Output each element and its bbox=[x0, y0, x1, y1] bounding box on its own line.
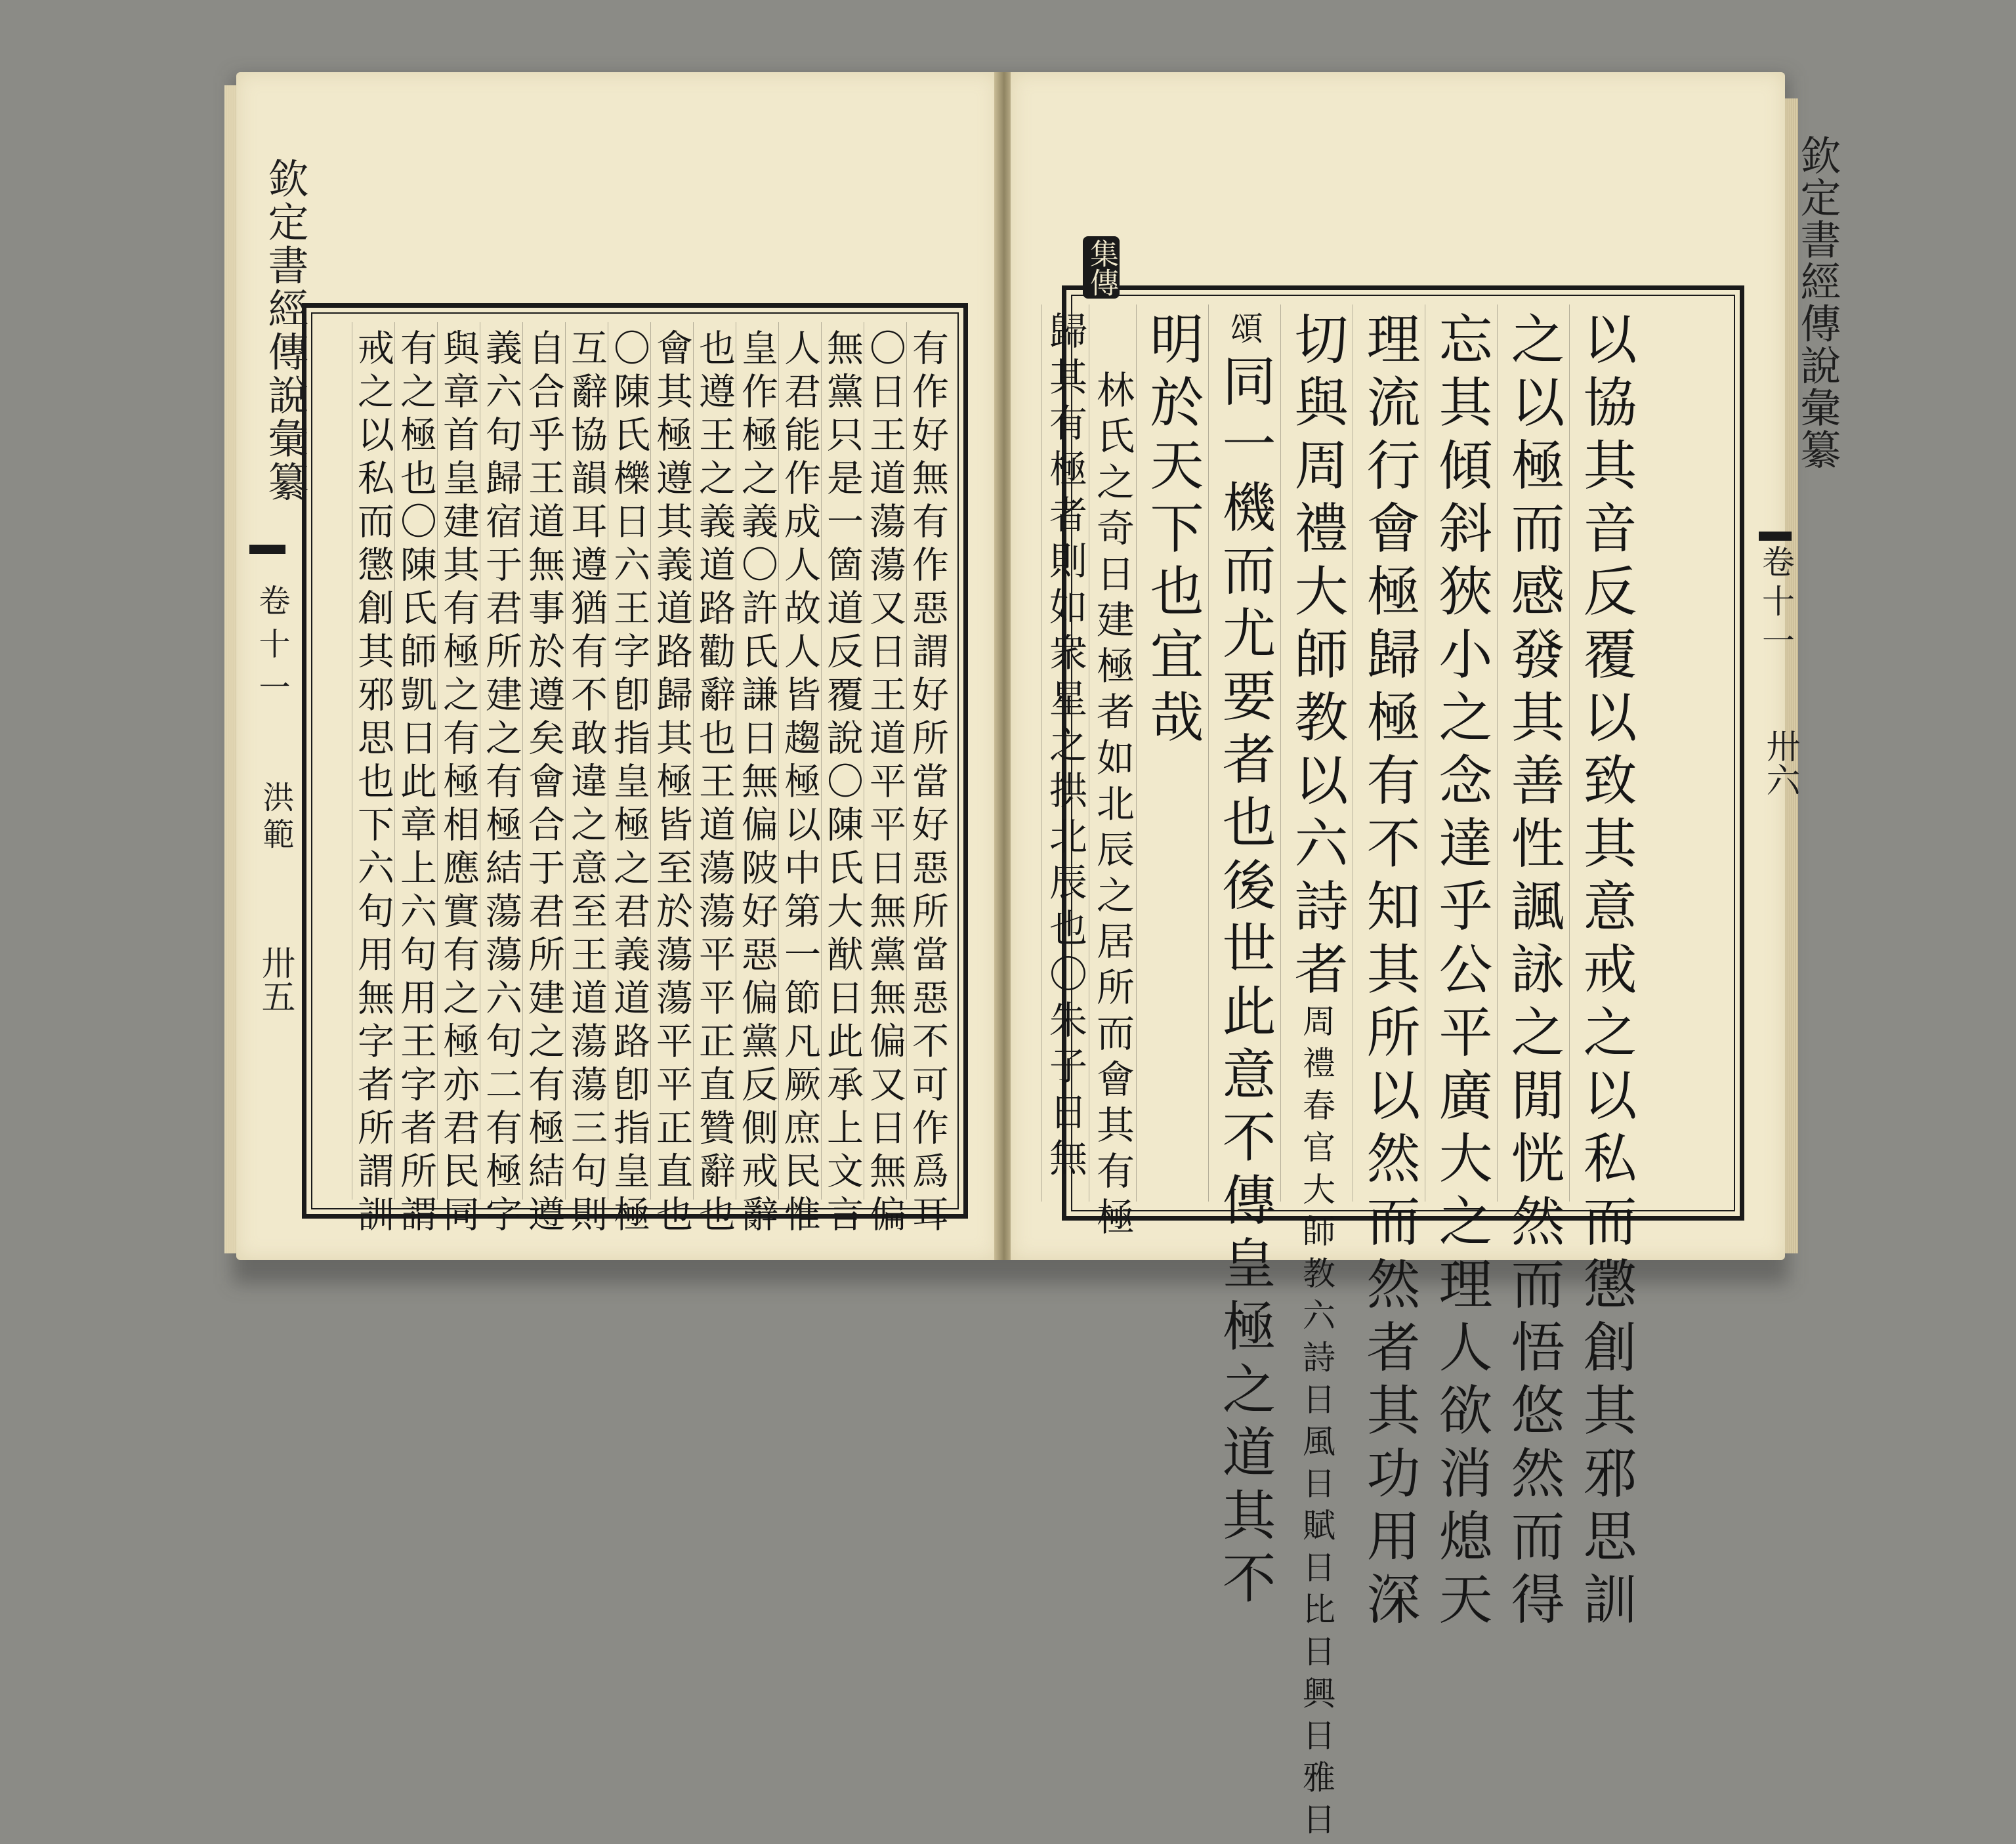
left-column-2: 〇日王道蕩蕩又日王道平平日無黨無偏又日無偏 bbox=[864, 322, 906, 1200]
left-margin-page-number: 卅五 bbox=[255, 945, 295, 1013]
right-text-block bbox=[1043, 285, 1744, 1844]
right-column-5-note: 周禮春官大師教六詩日風日賦日比日興日雅日 bbox=[1297, 1004, 1335, 1844]
jizhuan-tag: 集傳 bbox=[1083, 236, 1120, 299]
left-column-4: 人君能作成人故人皆趨極以中第一節凡厥庶民惟 bbox=[778, 322, 821, 1200]
right-column-5-main: 切與周禮大師教以六詩者 bbox=[1286, 311, 1348, 1004]
right-column-6-main: 同一機而尤要者也後世此意不傳皇極之道其不 bbox=[1213, 353, 1276, 1613]
right-column-5 bbox=[1280, 304, 1353, 1844]
left-column-6: 也遵王之義道路勸辭也王道蕩蕩平平正直贊辭也 bbox=[693, 322, 736, 1200]
right-column-7: 明於天下也宜哉 bbox=[1136, 304, 1208, 1202]
left-text-block bbox=[302, 303, 968, 1238]
left-column-3: 無黨只是一箇道反覆說〇陳氏大猷日此承上文言 bbox=[821, 322, 864, 1200]
right-column-2: 之以極而感發其善性諷詠之閒恍然而悟悠然而得 bbox=[1497, 304, 1569, 1202]
left-column-7: 會其極遵其義道路歸其極皆至於蕩蕩平平正直也 bbox=[650, 322, 693, 1200]
left-column-1: 有作好無有作惡謂好所當好惡所當惡不可作爲耳 bbox=[906, 322, 949, 1200]
open-book bbox=[236, 72, 1841, 1844]
left-column-10: 自合乎王道無事於遵矣會合于君所建之有極結遵 bbox=[522, 322, 565, 1200]
right-column-4: 理流行會極歸極有不知其所以然而然者其功用深 bbox=[1353, 304, 1425, 1202]
left-column-11: 義六句歸宿于君所建之有極結蕩蕩六句二有極字 bbox=[480, 322, 522, 1200]
left-column-8: 〇陳氏櫟日六王字卽指皇極之君義道路卽指皇極 bbox=[608, 322, 650, 1200]
right-column-1: 以協其音反覆以致其意戒之以私而懲創其邪思訓 bbox=[1569, 304, 1641, 1202]
right-margin-title: 欽定書經傳說彙纂 bbox=[1794, 135, 1841, 471]
left-column-12: 與章首皇建其有極之有極相應實有之極亦君民同 bbox=[437, 322, 480, 1200]
right-column-6 bbox=[1208, 304, 1280, 1613]
left-margin-title: 欽定書經傳說彙纂 bbox=[261, 157, 309, 504]
left-column-9: 互辭協韻耳遵猶有不敢違之意至王道蕩蕩三句則 bbox=[565, 322, 608, 1200]
left-text-columns bbox=[352, 322, 949, 1238]
right-margin-volume: 卷十一 bbox=[1757, 545, 1795, 663]
right-small-column-2: 歸其有極者則如衆星之拱北辰也〇朱子日無 bbox=[1041, 304, 1089, 1202]
right-column-3: 忘其傾斜狹小之念達乎公平廣大之理人欲消熄天 bbox=[1425, 304, 1497, 1202]
left-fish-tail bbox=[249, 545, 285, 554]
left-margin-volume: 卷十一 bbox=[253, 584, 290, 714]
left-page bbox=[236, 72, 998, 1260]
right-small-column-1: 林氏之奇日建極者如北辰之居所而會其有極 bbox=[1089, 304, 1136, 1202]
right-margin-page-number: 卅六 bbox=[1760, 728, 1799, 797]
right-fish-tail bbox=[1759, 532, 1792, 541]
left-margin-chapter: 洪範 bbox=[257, 781, 294, 854]
left-column-13: 有之極也〇陳氏師凱日此章上六句用王字者所謂 bbox=[394, 322, 437, 1200]
song-label: 頌 bbox=[1225, 311, 1263, 353]
left-column-5: 皇作極之義〇許氏謙日無偏陂好惡偏黨反側戒辭 bbox=[736, 322, 778, 1200]
left-column-14: 戒之以私而懲創其邪思也下六句用無字者所謂訓 bbox=[352, 322, 394, 1200]
right-text-columns bbox=[1043, 304, 1641, 1844]
